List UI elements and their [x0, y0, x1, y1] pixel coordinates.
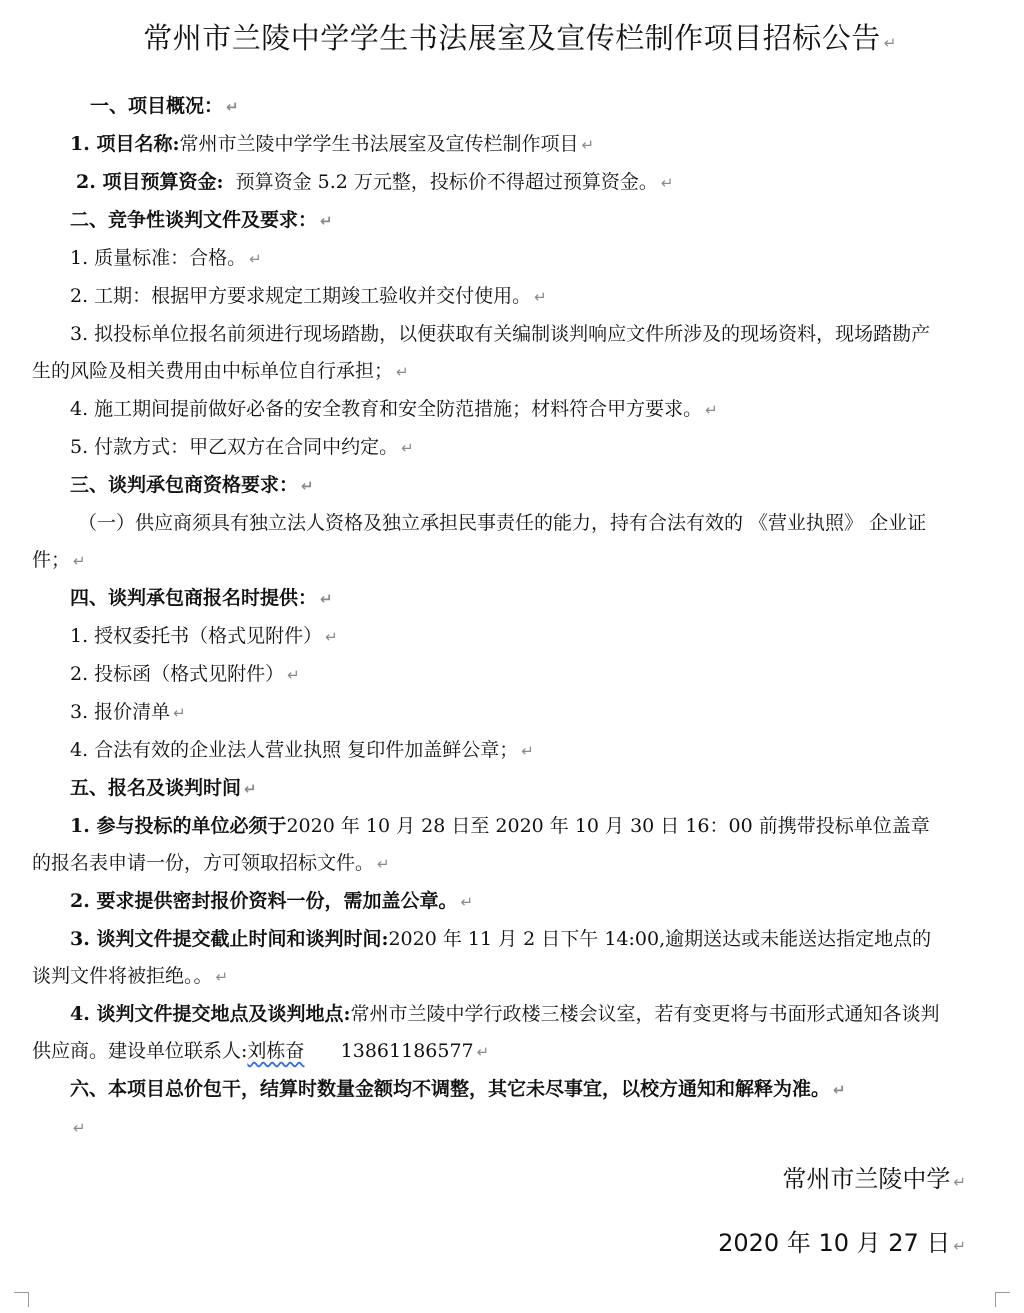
item-text: （一）供应商须具有独立法人资格及独立承担民事责任的能力，持有合法有效的 《营业执照》 企业证件； [32, 512, 927, 571]
paragraph-mark-icon: ↵ [325, 628, 338, 646]
organization-text: 常州市兰陵中学 [782, 1165, 951, 1193]
paragraph-mark-icon: ↵ [377, 855, 390, 873]
heading-text: 一、项目概况： [90, 95, 224, 117]
requirement-item [32, 391, 944, 429]
paragraph-mark-icon: ↵ [244, 780, 257, 798]
item-text: 3. 拟投标单位报名前须进行现场踏勘，以便获取有关编制谈判响应文件所涉及的现场资料，现场踏勘产生的风险及相关费用由中标单位自行承担； [32, 323, 931, 382]
paragraph-mark-icon: ↵ [953, 1173, 966, 1191]
item-text: 1. 质量标准：合格。 [70, 247, 247, 269]
page-corner-marker-right [995, 1292, 1010, 1307]
registration-item [32, 656, 944, 694]
schedule-item [32, 808, 944, 883]
blank-line [32, 1109, 944, 1147]
paragraph-mark-icon: ↵ [73, 1119, 86, 1137]
paragraph-mark-icon: ↵ [660, 174, 674, 192]
project-name-line [32, 126, 944, 164]
signature-organization [782, 1162, 966, 1199]
paragraph-mark-icon: ↵ [534, 288, 547, 306]
requirement-item [32, 278, 944, 316]
page-corner-marker-left [14, 1292, 29, 1307]
paragraph-mark-icon: ↵ [521, 742, 534, 760]
heading-text: 三、谈判承包商资格要求： [70, 474, 299, 496]
paragraph-mark-icon: ↵ [953, 1237, 966, 1255]
paragraph-mark-icon: ↵ [215, 968, 229, 986]
project-budget-value: 预算资金 5.2 万元整，投标价不得超过预算资金。 [235, 171, 658, 193]
section-4-heading [32, 580, 944, 618]
paragraph-mark-icon: ↵ [320, 590, 333, 608]
paragraph-mark-icon: ↵ [287, 666, 300, 684]
heading-text: 二、竞争性谈判文件及要求： [70, 209, 318, 231]
item-text: 4. 合法有效的企业法人营业执照 复印件加盖鲜公章； [70, 739, 519, 761]
paragraph-mark-icon: ↵ [883, 34, 897, 52]
date-text: 2020 年 10 月 27 日 [718, 1229, 951, 1257]
requirement-item [32, 429, 944, 467]
paragraph-mark-icon: ↵ [301, 477, 314, 495]
registration-item [32, 618, 944, 656]
paragraph-mark-icon: ↵ [320, 212, 333, 230]
signature-date [718, 1226, 966, 1263]
document-title [40, 18, 1000, 63]
paragraph-mark-icon: ↵ [476, 1043, 490, 1061]
project-budget-line [32, 164, 944, 202]
paragraph-mark-icon: ↵ [401, 439, 414, 457]
paragraph-mark-icon: ↵ [705, 401, 718, 419]
item-text: 2. 工期：根据甲方要求规定工期竣工验收并交付使用。 [70, 285, 532, 307]
schedule-label: 1. 参与投标的单位必须于 [70, 815, 287, 837]
section-3-heading [32, 467, 944, 505]
schedule-text: 2020 年 11 月 2 日下午 14:00,逾期送达或未能送达指定地点的谈判文件将被拒绝。。 [32, 928, 932, 987]
section-6-text [32, 1071, 944, 1109]
schedule-label: 4. 谈判文件提交地点及谈判地点: [70, 1003, 351, 1025]
schedule-label: 3. 谈判文件提交截止时间和谈判时间: [70, 928, 389, 950]
section-1-heading [32, 88, 944, 126]
contact-phone: 13861186577 [340, 1040, 474, 1062]
qualification-item [32, 505, 944, 580]
project-name-label: 1. 项目名称: [70, 133, 180, 155]
contact-name: 刘栋奋 [247, 1040, 305, 1062]
requirement-item [32, 316, 944, 391]
paragraph-mark-icon: ↵ [226, 98, 239, 116]
paragraph-mark-icon: ↵ [396, 363, 409, 381]
item-text: 2. 投标函（格式见附件） [70, 663, 285, 685]
registration-item [32, 732, 944, 770]
schedule-label: 2. 要求提供密封报价资料一份，需加盖公章。 [70, 890, 458, 912]
schedule-item [32, 921, 944, 996]
section-2-heading [32, 202, 944, 240]
project-name-value: 常州市兰陵中学学生书法展室及宣传栏制作项目 [179, 133, 579, 155]
requirement-item [32, 240, 944, 278]
paragraph-mark-icon: ↵ [249, 250, 262, 268]
spacer [304, 1040, 340, 1062]
heading-text: 四、谈判承包商报名时提供： [70, 587, 318, 609]
title-text: 常州市兰陵中学学生书法展室及宣传栏制作项目招标公告 [143, 21, 881, 55]
document-body [32, 88, 944, 1147]
schedule-item [32, 883, 944, 921]
schedule-text: 常州市兰陵中学行政楼三楼会议室，若有变更将与书面形式通知各谈判供应商。建设单位联系人: [32, 1003, 940, 1062]
section-6-content: 六、本项目总价包干，结算时数量金额均不调整，其它未尽事宜，以校方通知和解释为准。 [70, 1078, 831, 1100]
registration-item [32, 694, 944, 732]
item-text: 3. 报价清单 [70, 701, 171, 723]
item-text: 5. 付款方式：甲乙双方在合同中约定。 [70, 436, 399, 458]
project-budget-label: 2. 项目预算资金: [76, 171, 224, 193]
paragraph-mark-icon: ↵ [581, 136, 595, 154]
heading-text: 五、报名及谈判时间 [70, 777, 242, 799]
paragraph-mark-icon: ↵ [460, 893, 474, 911]
schedule-text: 2020 年 10 月 28 日至 2020 年 10 月 30 日 16：00 前携带投标单位盖章的报名表申请一份，方可领取招标文件。 [32, 815, 930, 874]
section-5-heading [32, 770, 944, 808]
paragraph-mark-icon: ↵ [173, 704, 186, 722]
item-text: 1. 授权委托书（格式见附件） [70, 625, 323, 647]
item-text: 4. 施工期间提前做好必备的安全教育和安全防范措施；材料符合甲方要求。 [70, 398, 703, 420]
spacer [223, 171, 235, 193]
paragraph-mark-icon: ↵ [833, 1081, 846, 1099]
paragraph-mark-icon: ↵ [73, 552, 86, 570]
schedule-item [32, 996, 944, 1071]
